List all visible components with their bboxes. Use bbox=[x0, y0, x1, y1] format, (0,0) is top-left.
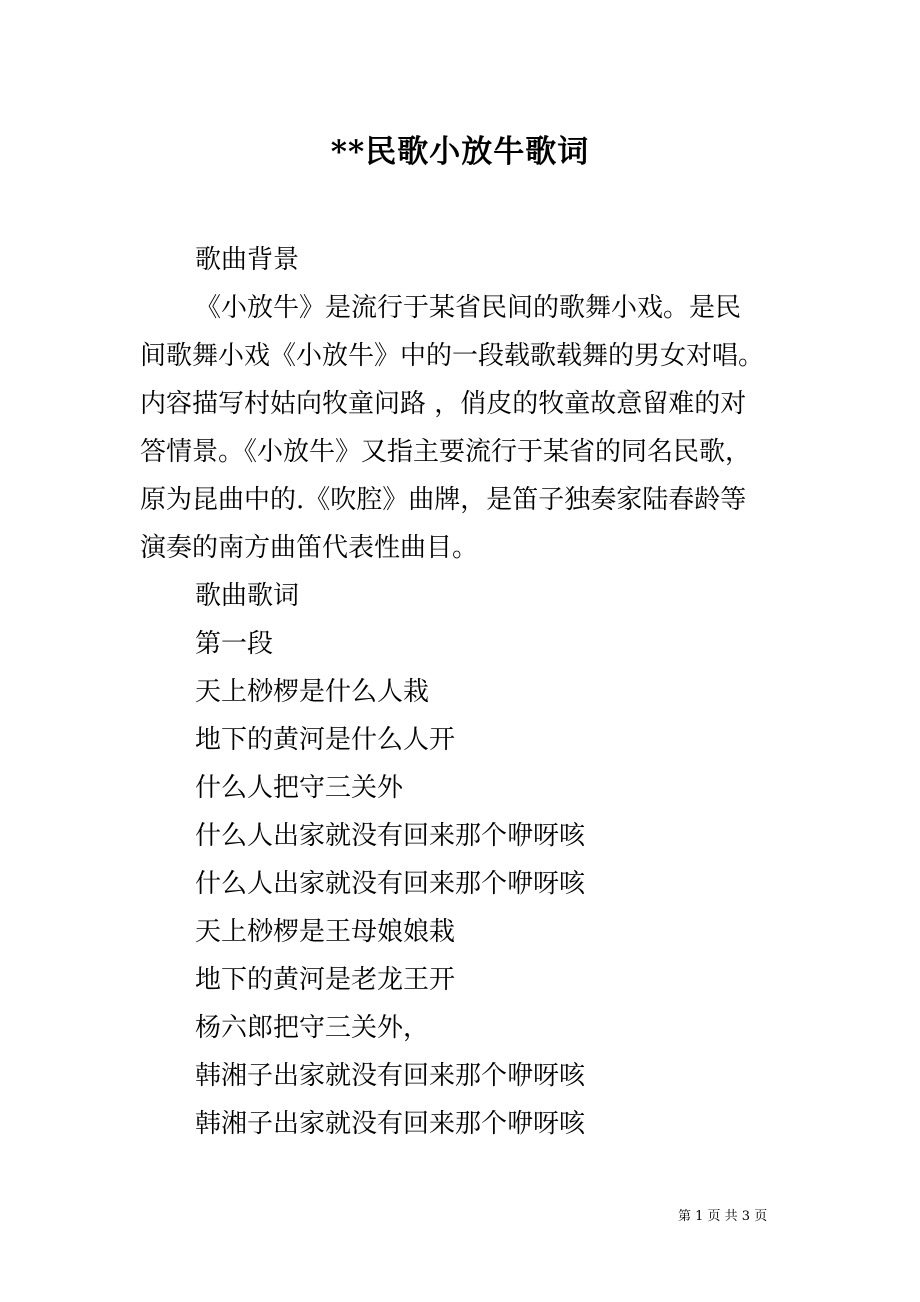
lyric-line: 天上桫椤是什么人栽 bbox=[195, 677, 430, 707]
background-paragraph bbox=[140, 284, 805, 572]
lyric-line: 地下的黄河是老龙王开 bbox=[195, 965, 456, 995]
lyric-line: 什么人把守三关外 bbox=[195, 773, 404, 803]
page-footer: 第 1 页 共 3 页 bbox=[678, 1209, 768, 1224]
lyric-line: 天上桫椤是王母娘娘栽 bbox=[195, 917, 456, 947]
paragraph-line: 《小放牛》是流行于某省民间的歌舞小戏。是民 bbox=[195, 293, 742, 323]
background-heading: 歌曲背景 bbox=[195, 245, 300, 275]
paragraph-line: 间歌舞小戏《小放牛》中的一段载歌载舞的男女对唱。 bbox=[140, 341, 765, 371]
lyric-line: 韩湘子出家就没有回来那个咿呀咳 bbox=[195, 1109, 586, 1139]
lyrics-heading: 歌曲歌词 bbox=[195, 581, 300, 611]
section-label: 第一段 bbox=[195, 629, 274, 659]
lyric-line: 地下的黄河是什么人开 bbox=[195, 725, 456, 755]
paragraph-line: 内容描写村姑向牧童问路 ，俏皮的牧童故意留难的对 bbox=[140, 389, 747, 419]
lyric-line: 什么人出家就没有回来那个咿呀咳 bbox=[195, 869, 586, 899]
paragraph-line: 演奏的南方曲笛代表性曲目。 bbox=[140, 533, 479, 563]
lyric-line: 韩湘子出家就没有回来那个咿呀咳 bbox=[195, 1061, 586, 1091]
document-title: **民歌小放牛歌词 bbox=[330, 134, 590, 170]
paragraph-line: 答情景。《小放牛》又指主要流行于某省的同名民歌， bbox=[140, 437, 752, 467]
lyric-line: 什么人出家就没有回来那个咿呀咳 bbox=[195, 821, 586, 851]
paragraph-line: 原为昆曲中的.《吹腔》曲牌，是笛子独奏家陆春龄等 bbox=[140, 485, 747, 515]
lyrics-block bbox=[195, 620, 585, 1148]
lyric-line: 杨六郎把守三关外， bbox=[195, 1013, 430, 1043]
